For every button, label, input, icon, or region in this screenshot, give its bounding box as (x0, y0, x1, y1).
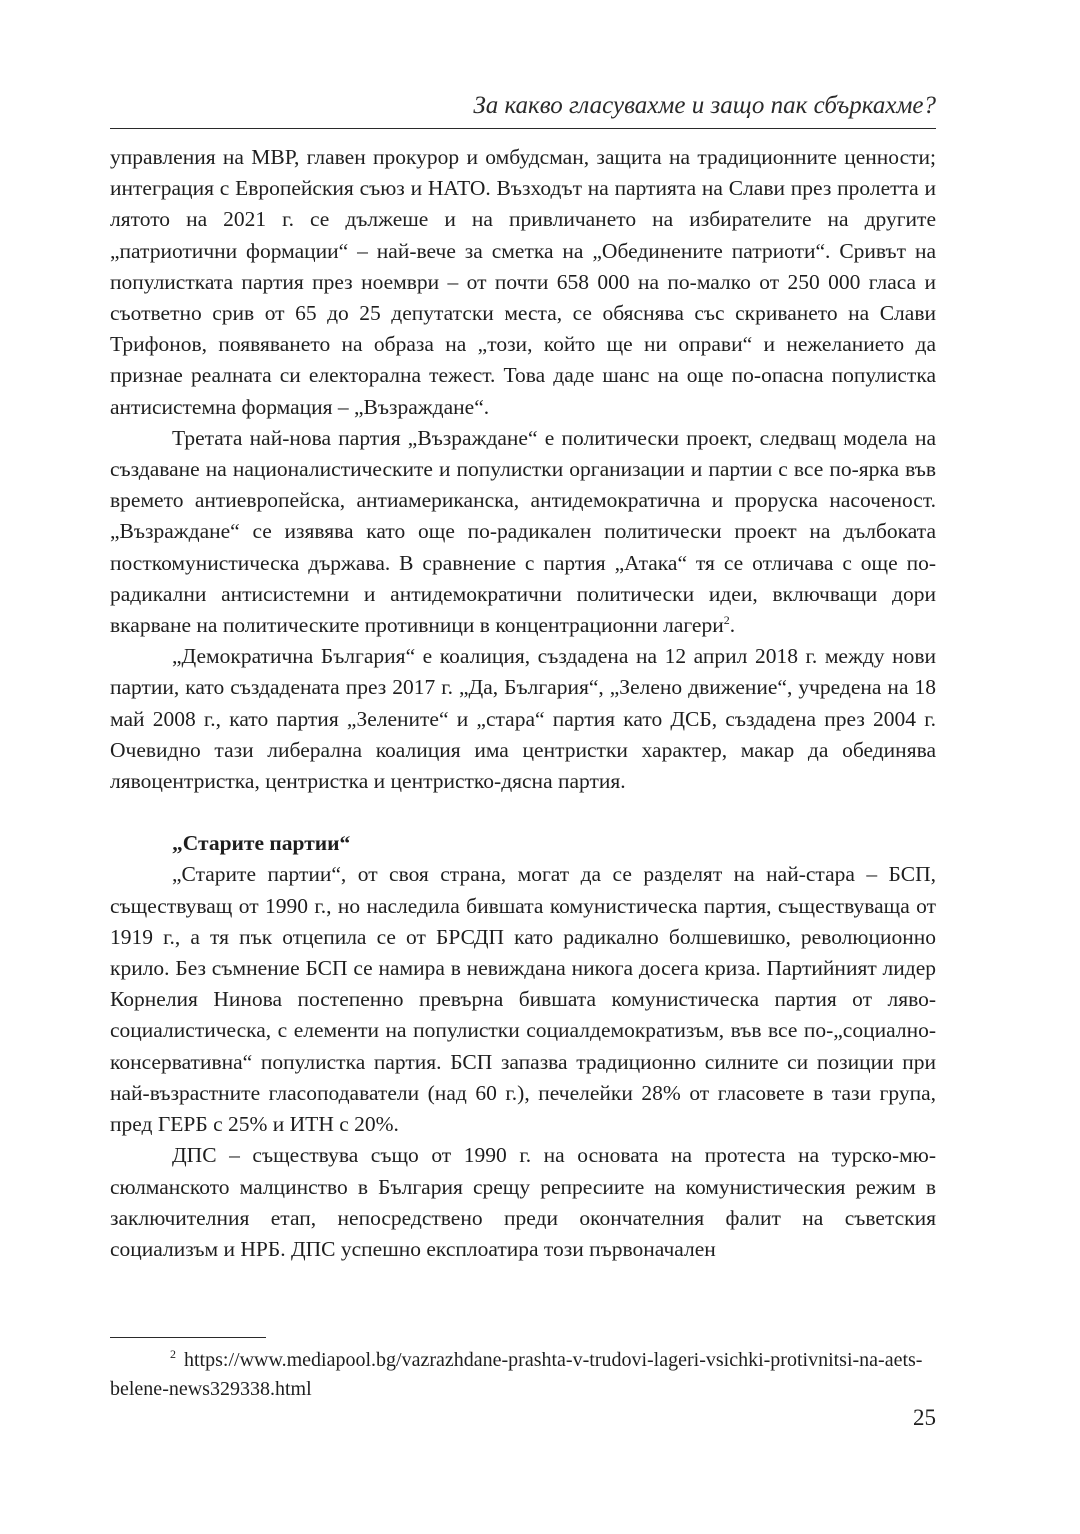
footnote (110, 1346, 936, 1404)
running-header-title: За какво гласувахме и защо пак сбъркахме? (473, 92, 936, 119)
paragraph-2-text: Третата най-нова партия „Възраждане“ е политически проект, следващ модела на създаване на националистическите и популистки организации и партии с все по-ярка във времето антиевропейска, антиамериканска, антидемократична и проруска насоченост. „Възраждане“ се изявява като още по-радикален политически проект на дълбоката посткомунистическа държава. В сравнение с партия „Атака“ тя се отличава с още по-радикални антисистемни и антидемократични политически идеи, включващи дори вкарване на политическите противници в концентрационни лагери (110, 425, 936, 638)
footnote-number: 2 (170, 1347, 176, 1362)
footnote-rule (110, 1337, 266, 1338)
paragraph-3: „Демократична България“ е коалиция, създадена на 12 април 2018 г. между нови партии, като създадената през 2017 г. „Да, България“, „Зелено движение“, учредена на 18 май 2008 г., като партия „Зелените“ и „стара“ партия като ДСБ, създадена през 2004 г. Очевидно тази либерална коалиция има центристки характер, макар да обединява лявоцентристка, центристка и центристко-дясна партия. (110, 644, 936, 794)
paragraph-4: „Старите партии“, от своя страна, могат да се разделят на най-стара – БСП, съществуващ от 1990 г., но наследила бившата комунистическа партия, съществуваща от 1919 г., а тя пък отцепила се от БРСДП като радикално болшевишко, революционно крило. Без съмнение БСП се намира в невиждана никога досега криза. Партийният лидер Корнелия Нинова постепенно превърна бившата комунистическа партия от ляво-социалистическа, с елементи на популистки социалдемократизъм, във все по-„социално-консервативна“ популистка партия. БСП запазва традиционно силните си позиции при най-възрастните гласоподаватели (над 60 г.), печелейки 28% от гласовете в тази група, пред ГЕРБ с 25% и ИТН с 20%. (110, 862, 936, 1137)
footnote-link[interactable]: https://www.mediapool.bg/vazrazhdane-prashta-v-trudovi-lageri-vsichki-protivnitsi-na-aets-belene-news329338.html (110, 1349, 923, 1400)
paragraph-1: управления на МВР, главен прокурор и омбудсман, защита на традиционните ценности; интеграция с Европейския съюз и НАТО. Възходът на партията на Слави през пролетта и лятото на 2021 г. се дължеше и на привличането на избирателите на другите „патриотични формации“ – най-вече за сметка на „Обединените патриоти“. Сривът на популистката партия през ноември – от почти 658 000 на по-малко от 250 000 гласа и съответно срив от 65 до 25 депутатски места, се обяснява със скриването на Слави Трифонов, появяването на образа на „този, който ще ни оправи“ и нежеланието да признае реалната си електорална тежест. Това даде шанс на още по-опасна популистка антисистемна формация – „Възраждане“. (110, 145, 936, 419)
footnote-reference[interactable]: 2 (723, 612, 730, 627)
paragraph-2-end: . (729, 613, 736, 638)
page-number: 25 (913, 1405, 936, 1430)
body-text (110, 142, 936, 1265)
paragraph-2 (110, 423, 936, 641)
header-rule (110, 128, 936, 129)
paragraph-5: ДПС – съществува също от 1990 г. на основата на протеста на турско-мюсюлманското малцинство в България срещу репресиите на комунистическия режим в заключителния етап, непосредствено преди окончателния фалит на съветския социализъм и НРБ. ДПС успешно експлоатира този първоначален (110, 1143, 936, 1261)
section-heading: „Старите партии“ (172, 831, 351, 856)
